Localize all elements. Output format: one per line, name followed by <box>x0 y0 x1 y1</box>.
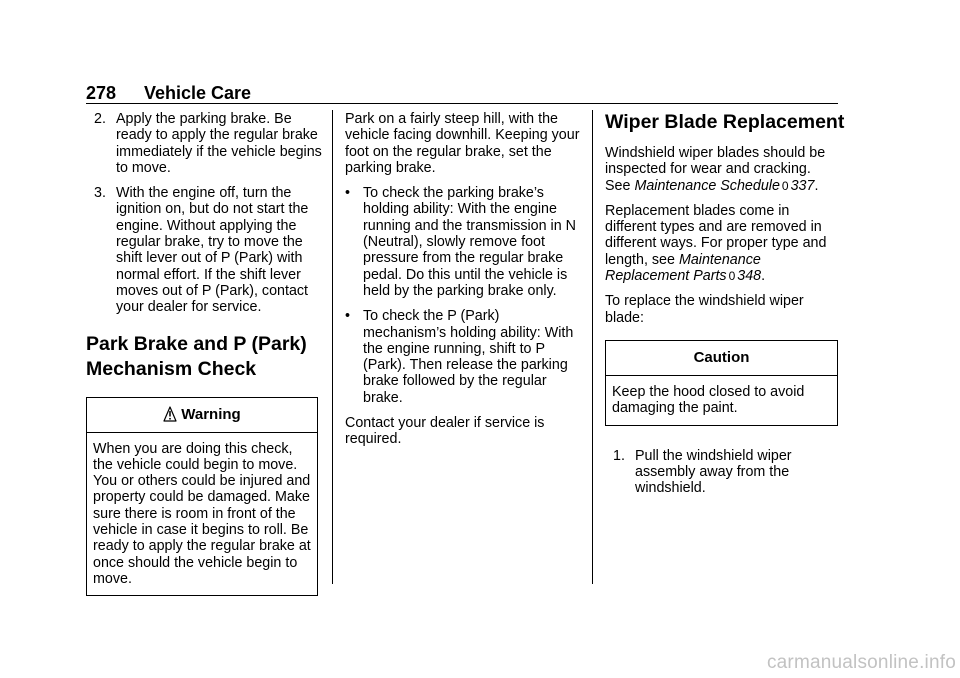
wiper-paragraph-2: Replacement blades come in different types and are removed in different ways. For proper type and length, see Maintenance Replacement Parts 0 348. <box>605 202 827 285</box>
wiper-paragraph-1: Windshield wiper blades should be inspected for wear and cracking. See Maintenance Schedule 0 337. <box>605 145 826 194</box>
bullet-text: To check the parking brake’s holding ability: With the engine running and the transmission in N (Neutral), slowly remove foot pressure from the regular brake pedal. Do this until the vehicle is held by the parking brake only. <box>363 185 576 299</box>
caution-box <box>605 340 838 426</box>
page-reference-icon: 0 <box>728 269 736 284</box>
column-3 <box>605 110 845 505</box>
header-rule <box>86 103 838 104</box>
step-1 <box>605 448 838 497</box>
watermark: carmanualsonline.info <box>766 652 956 673</box>
bullet-marker: • <box>345 185 351 202</box>
closing-paragraph: Contact your dealer if service is required. <box>345 415 545 448</box>
column-divider-1 <box>332 110 333 584</box>
warning-label: Warning <box>181 405 241 423</box>
column-1 <box>86 111 322 596</box>
section-title-park-brake: Park Brake and P (Park) Mechanism Check <box>86 332 307 380</box>
warning-box <box>86 397 318 597</box>
cross-reference-link[interactable]: Maintenance Replacement Parts <box>605 251 761 285</box>
caution-text: Keep the hood closed to avoid damaging the paint. <box>612 383 805 417</box>
warning-text: When you are doing this check, the vehicle could begin to move. You or others could be injured and property could be damaged. Make sure there is room in front of the vehicle in case it begins to roll. Be ready to apply the regular brake at once should the vehicle begin to move. <box>93 440 311 587</box>
chapter-title: Vehicle Care <box>144 83 252 103</box>
column-2 <box>345 111 585 457</box>
bullet-item <box>345 185 585 299</box>
bullet-marker: • <box>345 308 351 325</box>
cross-reference-link[interactable]: Maintenance Schedule <box>634 177 780 194</box>
step-text: With the engine off, turn the ignition on, but do not start the engine. Without applying the regular brake, try to move the shift lever out of P (Park) with normal effort. If the shift lever moves out of P (Park), contact your dealer for service. <box>116 185 309 316</box>
bullet-text: To check the P (Park) mechanism’s holding ability: With the engine running, shift to P (Park). Then release the parking brake followed by the regular brake. <box>363 308 574 406</box>
wiper-paragraph-3: To replace the windshield wiper blade: <box>605 293 804 326</box>
page-header <box>86 82 838 104</box>
caution-header <box>606 341 837 376</box>
step-text: Apply the parking brake. Be ready to apply the regular brake immediately if the vehicle begins to move. <box>116 111 322 176</box>
intro-paragraph: Park on a fairly steep hill, with the vehicle facing downhill. Keeping your foot on the regular brake, set the parking brake. <box>345 111 580 176</box>
column-divider-2 <box>592 110 593 584</box>
cross-reference-page[interactable]: 348 <box>737 268 762 285</box>
step-number: 1. <box>613 447 625 464</box>
warning-header <box>87 398 317 433</box>
cross-reference-page[interactable]: 337 <box>790 177 815 194</box>
step-text: Pull the windshield wiper assembly away from the windshield. <box>635 447 792 497</box>
section-title-wiper-blade: Wiper Blade Replacement <box>605 111 845 133</box>
page-reference-icon: 0 <box>781 178 789 193</box>
step-3 <box>86 185 322 315</box>
step-number: 2. <box>94 111 106 127</box>
caution-label: Caution <box>693 348 750 366</box>
page-number: 278 <box>86 83 117 103</box>
step-number: 3. <box>94 185 106 202</box>
bullet-item <box>345 308 585 406</box>
step-2 <box>86 111 322 176</box>
warning-triangle-icon <box>163 406 177 422</box>
